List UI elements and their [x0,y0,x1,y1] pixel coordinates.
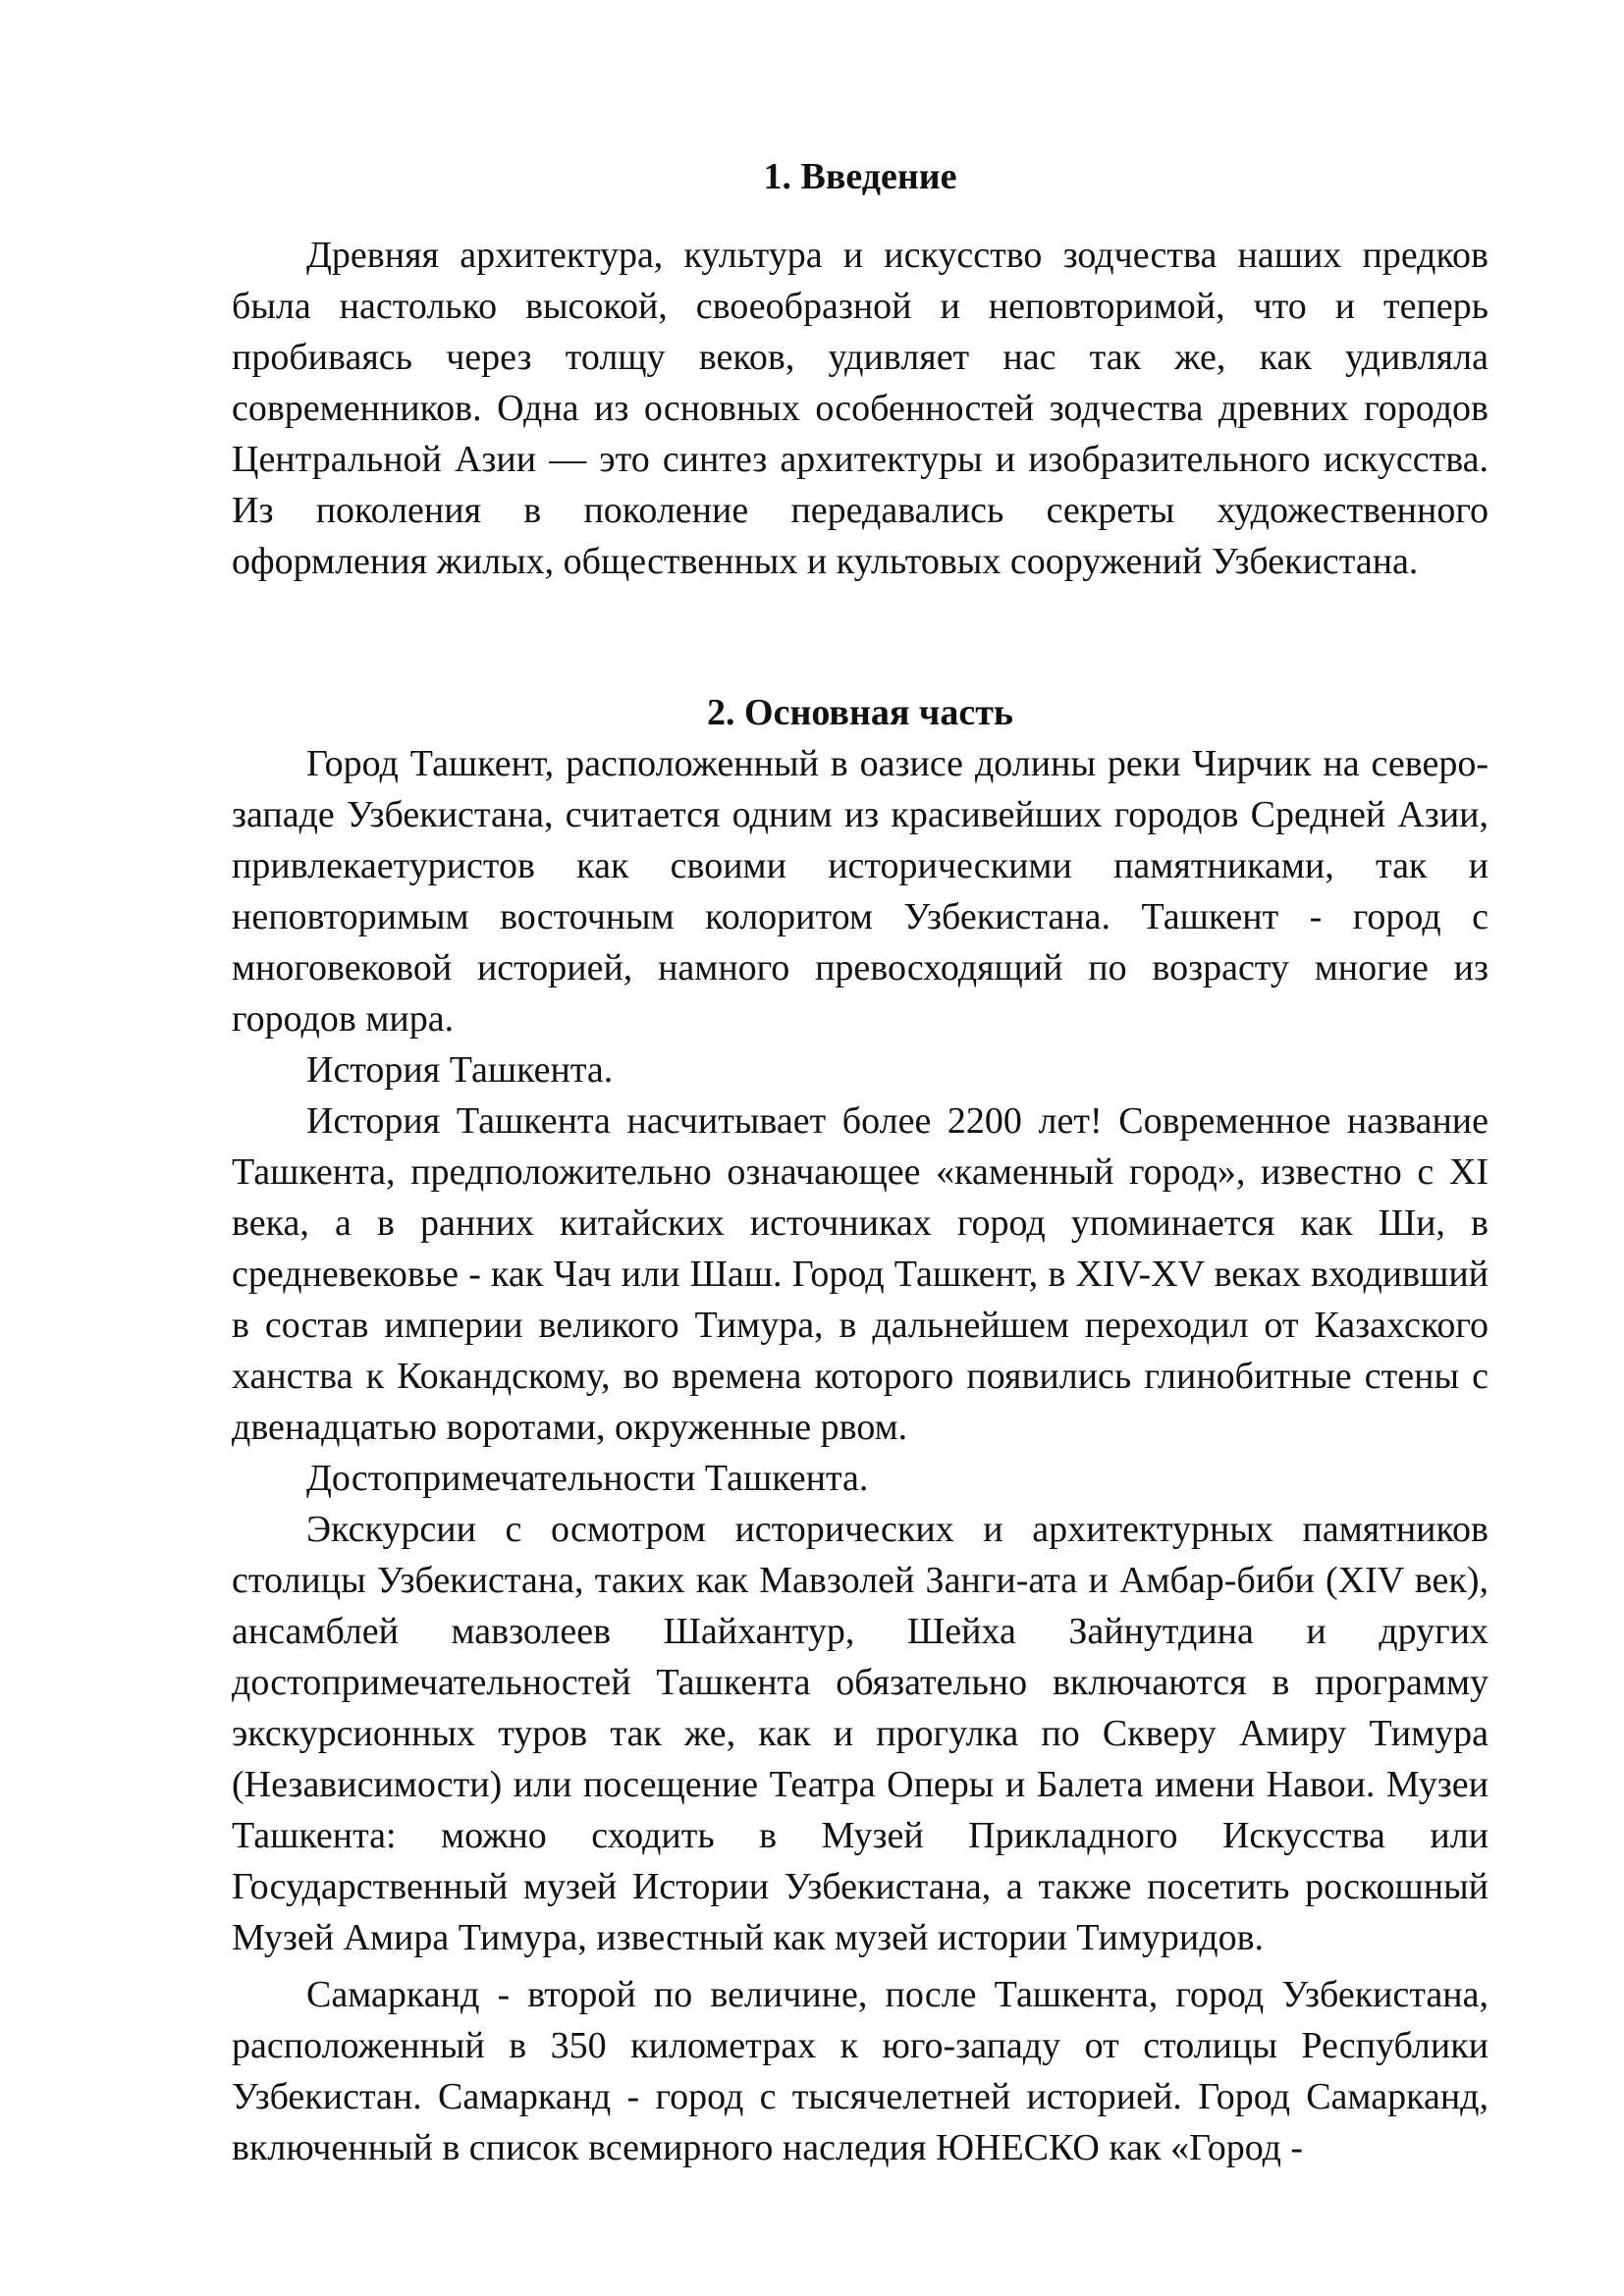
subheading-tashkent-sights: Достопримечательности Ташкента. [306,1458,869,1499]
section-heading-introduction: 1. Введение [763,156,957,197]
introduction-section [232,151,1489,587]
paragraph-tashkent-history: История Ташкента насчитывает более 2200 лет! Современное название Ташкента, предположительно означающее «каменный город», известно с XI века, а в ранних китайских источниках город упоминается как Ши, в средневековье - как Чач или Шаш. Город Ташкент, в XIV-XV веках входивший в состав империи великого Тимура, в дальнейшем переходил от Казахского ханства к Кокандскому, во времена которого появились глинобитные стены с двенадцатью воротами, окруженные рвом. [232,1100,1489,1448]
paragraph-tashkent-overview: Город Ташкент, расположенный в оазисе долины реки Чирчик на северо-западе Узбекистана, считается одним из красивейших городов Средней Азии, привлекаетуристов как своими историческими памятниками, так и неповторимым восточным колоритом Узбекистана. Ташкент - город с многовековой историей, намного превосходящий по возрасту многие из городов мира. [232,743,1489,1040]
paragraph-samarkand: Самарканд - второй по величине, после Ташкента, город Узбекистана, расположенный в 350 километрах к юго-западу от столицы Республики Узбекистан. Самарканд - город с тысячелетней историей. Город Самарканд, включенный в список всемирного наследия ЮНЕСКО как «Город - [232,1974,1489,2168]
paragraph-tashkent-sights: Экскурсии с осмотром исторических и архитектурных памятников столицы Узбекистана, таких как Мавзолей Занги-ата и Амбар-биби (XIV век), ансамблей мавзолеев Шайхантур, Шейха Зайнутдина и других достопримечательностей Ташкента обязательно включаются в программу экскурсионных туров так же, как и прогулка по Скверу Амиру Тимура (Независимости) или посещение Театра Оперы и Балета имени Навои. Музеи Ташкента: можно сходить в Музей Прикладного Искусства или Государственный музей Истории Узбекистана, а также посетить роскошный Музей Амира Тимура, известный как музей истории Тимуридов. [232,1509,1489,1958]
section-heading-main-part: 2. Основная часть [707,692,1013,733]
intro-paragraph: Древняя архитектура, культура и искусство зодчества наших предков была настолько высокой, своеобразной и неповторимой, что и теперь пробиваясь через толщу веков, удивляет нас так же, как удивляла современников. Одна из основных особенностей зодчества древних городов Центральной Азии — это синтез архитектуры и изобразительного искусства. Из поколения в поколение передавались секреты художественного оформления жилых, общественных и культовых сооружений Узбекистана. [232,235,1489,582]
main-part-section [232,687,1489,2173]
subheading-tashkent-history: История Ташкента. [306,1049,614,1091]
